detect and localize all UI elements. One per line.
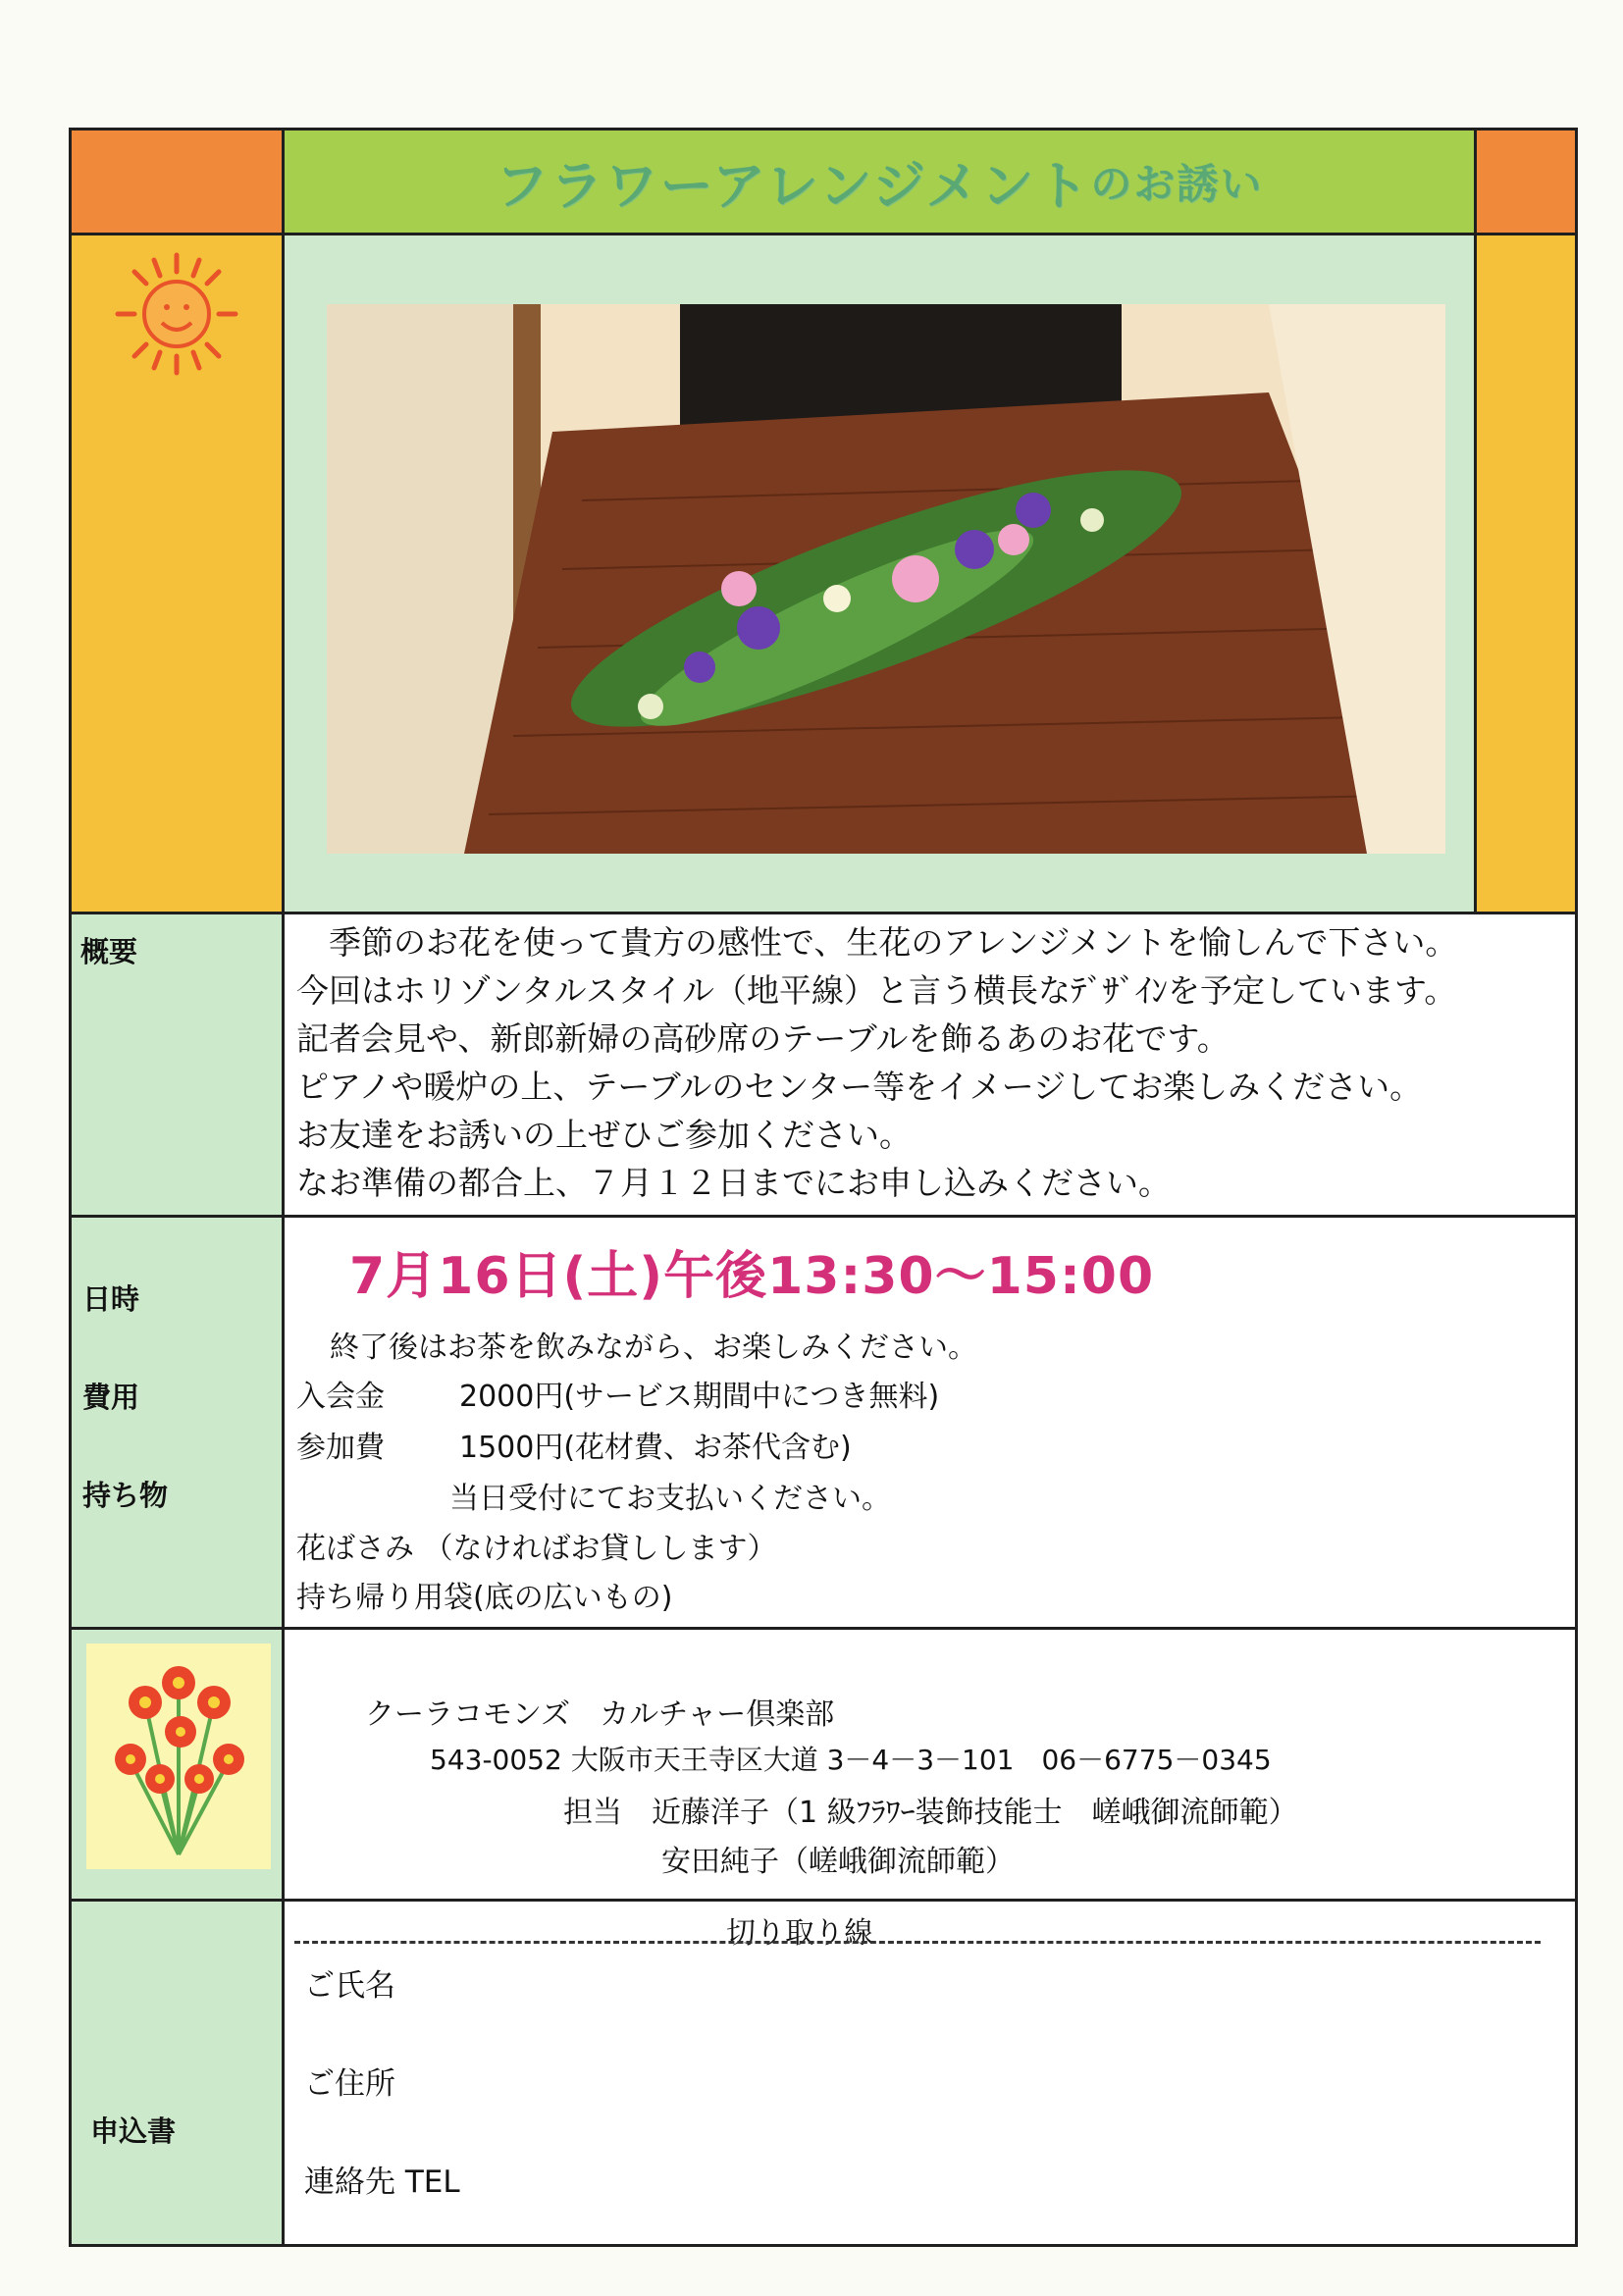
flower-arrangement-photo — [327, 304, 1445, 854]
fee-part-label: 参加費 — [296, 1431, 385, 1465]
cut-line — [294, 1941, 1541, 1944]
form-content-cell — [282, 1899, 1578, 2247]
tel-field-label: 連絡先 TEL — [304, 2165, 460, 2200]
title-main: フラワーアレンジメント — [495, 154, 1091, 217]
summary-label: 概要 — [80, 935, 138, 968]
address-field-label: ご住所 — [304, 2066, 395, 2102]
event-datetime: 7月16日(土)午後13:30～15:00 — [349, 1247, 1155, 1306]
fee-join-value: 2000円(サービス期間中につき無料) — [459, 1380, 940, 1414]
datetime-label: 日時 — [82, 1282, 140, 1316]
summary-line-2: 今回はホリゾンタルスタイル（地平線）と言う横長なﾃﾞｻﾞｲﾝを予定しています。 — [296, 971, 1457, 1010]
item-bag: 持ち帰り用袋(底の広いもの) — [296, 1581, 673, 1615]
red-flowers-illustration — [86, 1644, 271, 1869]
form-label-cell — [69, 1899, 285, 2247]
summary-line-3: 記者会見や、新郎新婦の高砂席のテーブルを飾るあのお花です。 — [296, 1019, 1230, 1058]
org-name: クーラコモンズ カルチャー倶楽部 — [365, 1697, 835, 1732]
summary-line-6: なお準備の都合上、７月１２日までにお申し込みください。 — [296, 1164, 1171, 1202]
fee-pay-note: 当日受付にてお支払いください。 — [449, 1482, 891, 1516]
items-label: 持ち物 — [82, 1479, 169, 1512]
summary-line-5: お友達をお誘いの上ぜひご参加ください。 — [296, 1116, 912, 1154]
title-suffix: のお誘い — [1090, 160, 1264, 208]
after-note: 終了後はお茶を飲みながら、お楽しみください。 — [330, 1331, 977, 1365]
fee-join-label: 入会金 — [296, 1380, 385, 1414]
header-corner-left — [69, 128, 285, 235]
item-scissors: 花ばさみ （なければお貸しします） — [296, 1532, 777, 1566]
name-field-label: ご氏名 — [304, 1968, 395, 2004]
summary-line-1: 季節のお花を使って貴方の感性で、生花のアレンジメントを愉しんで下さい。 — [296, 923, 1458, 962]
staff-2: 安田純子（嵯峨御流師範） — [661, 1845, 1015, 1879]
form-label: 申込書 — [90, 2114, 177, 2148]
sun-face-icon — [113, 250, 240, 378]
summary-line-4: ピアノや暖炉の上、テーブルのセンター等をイメージしてお楽しみください。 — [296, 1068, 1423, 1106]
staff-1: 担当 近藤洋子（1 級ﾌﾗﾜｰ装飾技能士 嵯峨御流師範） — [563, 1796, 1298, 1830]
org-address: 543-0052 大阪市天王寺区大道 3－4－3－101 06－6775－0345 — [430, 1744, 1272, 1776]
fee-part-value: 1500円(花材費、お茶代含む) — [459, 1431, 852, 1465]
page-title — [282, 128, 1477, 235]
cut-line-label: 切り取り線 — [726, 1916, 873, 1951]
header-corner-right — [1474, 128, 1578, 235]
photo-side-right — [1474, 233, 1578, 914]
fee-label: 費用 — [82, 1381, 140, 1414]
